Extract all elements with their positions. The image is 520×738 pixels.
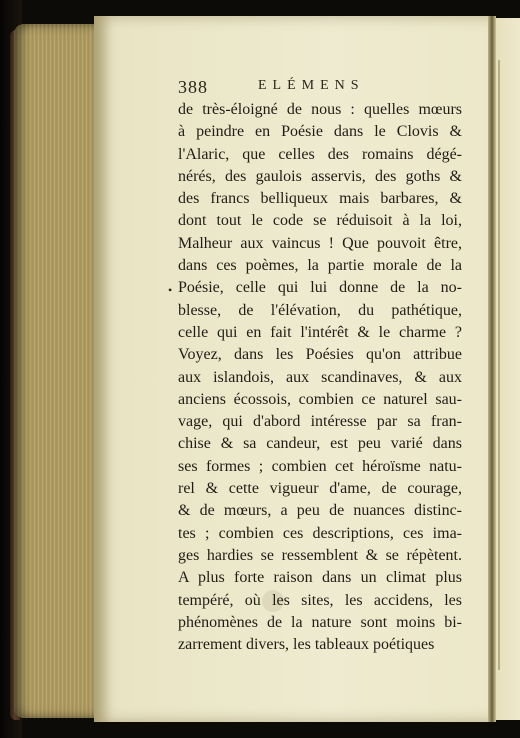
text-line-content: tempéré, où les sites, les accidens, les <box>178 591 462 609</box>
text-line-content: aux islandois, aux scandinaves, & aux <box>178 368 462 386</box>
text-line-content: Poésie, celle qui lui donne de la no- <box>178 279 462 297</box>
text-line-content: dont tout le code se réduisoit à la loi, <box>178 212 462 230</box>
page-number: 388 <box>178 77 208 97</box>
page-edges <box>14 24 96 718</box>
text-line <box>178 300 462 322</box>
text-line-content: & de mœurs, a peu de nuances distinc- <box>178 502 462 520</box>
text-line-content: A plus forte raison dans un climat plus <box>178 569 462 587</box>
text-line-content: blesse, de l'élévation, du pathétique, <box>178 301 462 319</box>
text-line <box>178 277 462 299</box>
text-line-content: phénomènes de la nature sont moins bi- <box>178 613 462 631</box>
text-line <box>178 188 462 210</box>
text-line <box>178 121 462 143</box>
text-line <box>178 523 462 545</box>
text-line <box>178 144 462 166</box>
book-gutter <box>488 16 496 722</box>
text-line <box>178 210 462 232</box>
text-line <box>178 500 462 522</box>
text-line-content: chise & sa candeur, est peu varié dans <box>178 435 462 453</box>
text-line-content: zarrement divers, les tableaux poétiques <box>178 636 435 654</box>
running-head: ELÉMENS <box>258 78 365 93</box>
text-line <box>178 411 462 433</box>
text-line <box>178 456 462 478</box>
text-line-content: rel & cette vigueur d'ame, de courage, <box>178 480 462 498</box>
text-line-content: anciens écossois, combien ce naturel sau- <box>178 390 462 408</box>
margin-mark: • <box>168 283 173 297</box>
text-line <box>178 344 462 366</box>
text-line-content: Voyez, dans les Poésies qu'on attribue <box>178 346 462 364</box>
text-line <box>178 567 462 589</box>
text-line-content: à peindre en Poésie dans le Clovis & <box>178 123 462 141</box>
right-page-shadow-line <box>498 60 500 670</box>
text-line <box>178 389 462 411</box>
text-line <box>178 433 462 455</box>
page-header <box>178 77 438 99</box>
body-text <box>178 99 462 656</box>
text-line <box>178 322 462 344</box>
text-line-content: celle qui en fait l'intérêt & le charme ? <box>178 323 462 341</box>
text-line <box>178 255 462 277</box>
text-line-content: des francs belliqueux mais barbares, & <box>178 190 462 208</box>
text-line-content: l'Alaric, que celles des romains dégé- <box>178 145 462 163</box>
text-line <box>178 590 462 612</box>
text-line-content: ges hardies se ressemblent & se répètent. <box>178 546 462 564</box>
text-line <box>178 166 462 188</box>
text-line-content: nérés, des gaulois asservis, des goths & <box>178 167 462 185</box>
text-line-content: vage, qui d'abord intéresse par sa fran- <box>178 413 462 431</box>
text-line-content: de très-éloigné de nous : quelles mœurs <box>178 101 462 118</box>
text-line-content: tes ; combien ces descriptions, ces ima- <box>178 524 462 542</box>
text-line-content: ses formes ; combien cet héroïsme natu- <box>178 457 462 475</box>
text-line <box>178 545 462 567</box>
text-line <box>178 634 462 656</box>
text-line-content: dans ces poèmes, la partie morale de la <box>178 257 462 275</box>
text-line-content: Malheur aux vaincus ! Que pouvoit être, <box>178 234 462 252</box>
text-line <box>178 233 462 255</box>
text-line <box>178 99 462 121</box>
text-line <box>178 367 462 389</box>
text-line <box>178 612 462 634</box>
text-line <box>178 478 462 500</box>
